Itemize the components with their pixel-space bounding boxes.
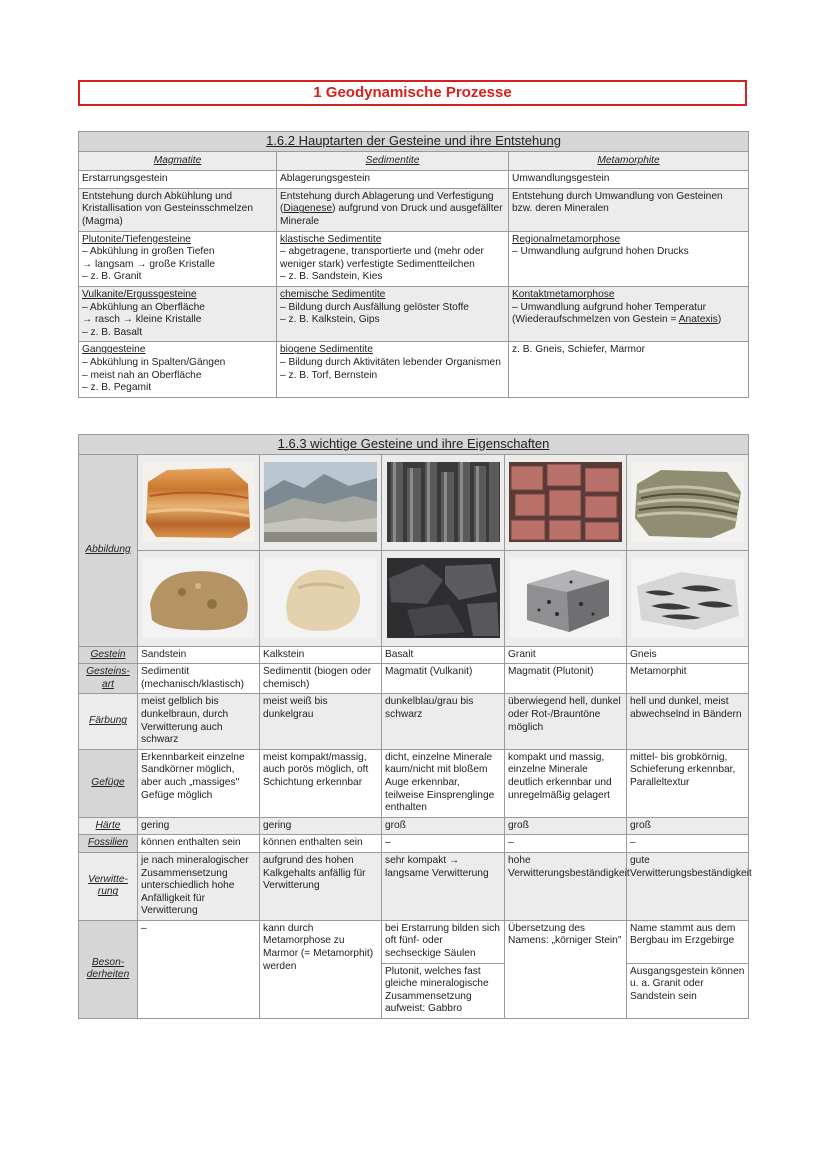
cell: überwiegend hell, dunkel oder Rot-/Brauntöne möglich — [505, 694, 627, 749]
cell: klastische Sedimentite – abgetragene, transportierte und (mehr oder weniger stark) verfestigte Sedimentteilchen – z. B. Sandstein, Kies — [277, 231, 509, 286]
cell: gering — [138, 817, 260, 835]
sandstone-image-1 — [138, 454, 260, 550]
table-row — [79, 342, 749, 397]
cell: groß — [627, 817, 749, 835]
rock-types-table — [78, 131, 749, 398]
cell: Sedimentit (mechanisch/klastisch) — [138, 664, 260, 694]
table-row — [79, 171, 749, 189]
table-row — [79, 188, 749, 231]
cell: Granit — [505, 646, 627, 664]
cell: Magmatit (Vulkanit) — [382, 664, 505, 694]
cell: je nach mineralogischer Zusammensetzung unterschiedlich hohe Anfälligkeit für Verwitterung — [138, 852, 260, 920]
table1-title: 1.6.2 Hauptarten der Gesteine und ihre Entstehung — [79, 132, 749, 152]
row-label-faerbung: Färbung — [79, 694, 138, 749]
row-label-gestein: Gestein — [79, 646, 138, 664]
cell: Regionalmetamorphose – Umwandlung aufgrund hohen Drucks — [509, 231, 749, 286]
cell: Metamorphit — [627, 664, 749, 694]
cell: dunkelblau/grau bis schwarz — [382, 694, 505, 749]
cell: Kontaktmetamorphose – Umwandlung aufgrund hoher Temperatur (Wiederaufschmelzen von Gestein = Anatexis) — [509, 286, 749, 341]
cell: – — [382, 835, 505, 853]
row-label-fossilien: Fossilien — [79, 835, 138, 853]
table-row — [79, 749, 749, 817]
cell: können enthalten sein — [260, 835, 382, 853]
cell: – — [627, 835, 749, 853]
col-sedimentite: Sedimentite — [277, 151, 509, 171]
cell: Plutonite/Tiefengesteine – Abkühlung in großen Tiefen → langsam → große Kristalle – z. B. Granit — [79, 231, 277, 286]
page-title: 1 Geodynamische Prozesse — [78, 80, 747, 106]
table2-title: 1.6.3 wichtige Gesteine und ihre Eigenschaften — [79, 435, 749, 455]
table-row — [79, 920, 749, 963]
cell: hell und dunkel, meist abwechselnd in Bändern — [627, 694, 749, 749]
cell: biogene Sedimentite – Bildung durch Aktivitäten lebender Organismen – z. B. Torf, Bernstein — [277, 342, 509, 397]
limestone-image — [260, 550, 382, 646]
cell: hohe Verwitterungsbeständigkeit — [505, 852, 627, 920]
cell: kompakt und massig, einzelne Minerale deutlich erkennbar und unregelmäßig gelagert — [505, 749, 627, 817]
cell: sehr kompakt → langsame Verwitterung — [382, 852, 505, 920]
cell: können enthalten sein — [138, 835, 260, 853]
cell: kann durch Metamorphose zu Marmor (= Metamorphit) werden — [260, 920, 382, 1018]
gneiss-image-2 — [627, 550, 749, 646]
granite-blocks-image — [505, 454, 627, 550]
table-row — [79, 835, 749, 853]
row-label-art: Gesteins-art — [79, 664, 138, 694]
cell: Plutonit, welches fast gleiche mineralogische Zusammensetzung aufweist: Gabbro — [382, 963, 505, 1018]
basalt-image — [382, 550, 505, 646]
cell: groß — [382, 817, 505, 835]
col-metamorphite: Metamorphite — [509, 151, 749, 171]
gneiss-image-1 — [627, 454, 749, 550]
cell: Basalt — [382, 646, 505, 664]
table-row — [79, 646, 749, 664]
cell: gering — [260, 817, 382, 835]
table-row — [79, 664, 749, 694]
row-label-gefuege: Gefüge — [79, 749, 138, 817]
table-row — [79, 231, 749, 286]
cell: bei Erstarrung bilden sich oft fünf- oder sechseckige Säulen — [382, 920, 505, 963]
cell: Vulkanite/Ergussgesteine – Abkühlung an Oberfläche → rasch → kleine Kristalle – z. B. Basalt — [79, 286, 277, 341]
cell: Ablagerungsgestein — [277, 171, 509, 189]
row-label-besonderheiten: Beson-derheiten — [79, 920, 138, 1018]
cell: Kalkstein — [260, 646, 382, 664]
col-magmatite: Magmatite — [79, 151, 277, 171]
cell: mittel- bis grobkörnig, Schieferung erkennbar, Paralleltextur — [627, 749, 749, 817]
cell: Entstehung durch Ablagerung und Verfestigung (Diagenese) aufgrund von Druck und ausgefällter Minerale — [277, 188, 509, 231]
cell: Übersetzung des Namens: „körniger Stein" — [505, 920, 627, 1018]
cell: Erstarrungsgestein — [79, 171, 277, 189]
cell: – — [505, 835, 627, 853]
rock-properties-table — [78, 434, 752, 1019]
cell: meist gelblich bis dunkelbraun, durch Verwitterung auch schwarz — [138, 694, 260, 749]
cell: groß — [505, 817, 627, 835]
cell: chemische Sedimentite – Bildung durch Ausfällung gelöster Stoffe – z. B. Kalkstein, Gips — [277, 286, 509, 341]
cell: Magmatit (Plutonit) — [505, 664, 627, 694]
cell: Entstehung durch Umwandlung von Gesteinen bzw. deren Mineralen — [509, 188, 749, 231]
table-row — [79, 817, 749, 835]
limestone-quarry-image — [260, 454, 382, 550]
cell: Name stammt aus dem Bergbau im Erzgebirge — [627, 920, 749, 963]
basalt-columns-image — [382, 454, 505, 550]
cell: dicht, einzelne Minerale kaum/nicht mit bloßem Auge erkennbar, teilweise Einsprenglinge enthalten — [382, 749, 505, 817]
row-label-verwitterung: Verwitte-rung — [79, 852, 138, 920]
cell: Ausgangsgestein können u. a. Granit oder Sandstein sein — [627, 963, 749, 1018]
table-row — [79, 852, 749, 920]
cell: gute Verwitterungsbeständigkeit — [627, 852, 749, 920]
granite-image — [505, 550, 627, 646]
cell: z. B. Gneis, Schiefer, Marmor — [509, 342, 749, 397]
cell: Ganggesteine – Abkühlung in Spalten/Gängen – meist nah an Oberfläche – z. B. Pegamit — [79, 342, 277, 397]
sandstone-image-2 — [138, 550, 260, 646]
cell: Sandstein — [138, 646, 260, 664]
cell: Umwandlungsgestein — [509, 171, 749, 189]
cell: Erkennbarkeit einzelne Sandkörner möglich, aber auch „massiges" Gefüge möglich — [138, 749, 260, 817]
table-row — [79, 286, 749, 341]
cell: aufgrund des hohen Kalkgehalts anfällig für Verwitterung — [260, 852, 382, 920]
cell: meist weiß bis dunkelgrau — [260, 694, 382, 749]
cell: Sedimentit (biogen oder chemisch) — [260, 664, 382, 694]
row-label-haerte: Härte — [79, 817, 138, 835]
cell: Entstehung durch Abkühlung und Kristallisation von Gesteinsschmelzen (Magma) — [79, 188, 277, 231]
cell: Gneis — [627, 646, 749, 664]
cell: – — [138, 920, 260, 1018]
cell: meist kompakt/massig, auch porös möglich, oft Schichtung erkennbar — [260, 749, 382, 817]
row-label-abbildung: Abbildung — [79, 454, 138, 646]
table-row — [79, 694, 749, 749]
